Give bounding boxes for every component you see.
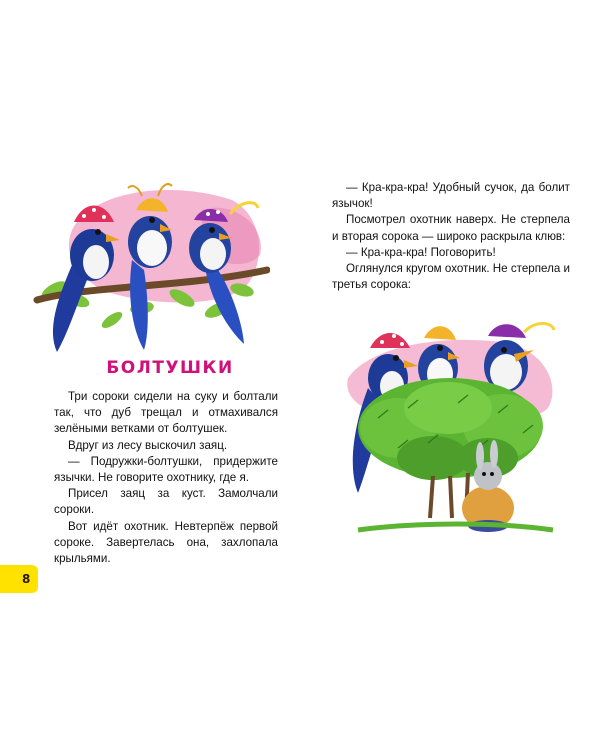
story-title: БОЛТУШКИ — [106, 358, 234, 378]
right-text-column — [332, 180, 570, 293]
paragraph: Оглянулся кругом охотник. Не стерпела и третья сорока: — [332, 262, 570, 292]
left-text-column — [54, 389, 278, 567]
paragraph: — Кра-кра-кра! Поговорить! — [346, 245, 496, 259]
magpies-and-hare-illustration — [338, 308, 562, 538]
paragraph: — Кра-кра-кра! Удобный сучок, да болит язычок! — [332, 181, 570, 211]
paragraph: Три сороки сидели на суку и болтали так, что дуб трещал и отмахивался зелёными ветками от болтушек. — [54, 390, 278, 436]
paragraph: — Подружки-болтушки, придержите язычки. Не говорите охотнику, где я. — [54, 454, 278, 485]
paragraph: Вот идёт охотник. Невтерпёж первой сороке. Завертелась она, захлопала крыльями. — [54, 519, 278, 566]
paragraph: Присел заяц за куст. Замолчали сороки. — [54, 487, 278, 517]
page-number-tab — [0, 565, 38, 593]
magpies-on-branch-illustration — [32, 170, 270, 360]
paragraph: Вдруг из лесу выскочил заяц. — [68, 438, 228, 452]
page-number: 8 — [22, 572, 31, 586]
paragraph: Посмотрел охотник наверх. Не стерпела и вторая сорока — широко раскрыла клюв: — [332, 213, 570, 243]
